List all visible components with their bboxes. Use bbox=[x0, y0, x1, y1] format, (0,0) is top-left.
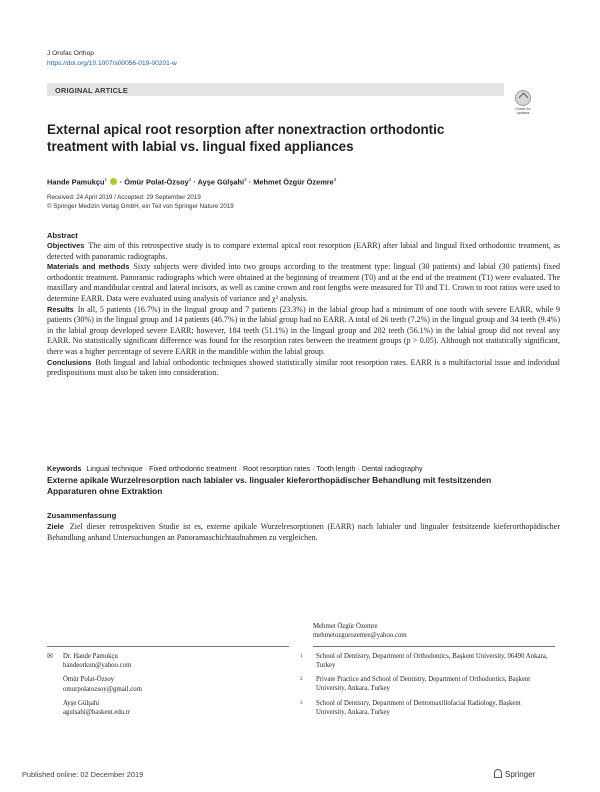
author-name: Ömür Polat-Özsoy bbox=[124, 177, 189, 187]
corr-name: Mehmet Özgür Özemre bbox=[313, 623, 378, 630]
check-for-updates-badge[interactable] bbox=[510, 90, 536, 118]
abstract-section bbox=[47, 241, 560, 262]
corr-email[interactable]: handeorkun@yahoo.com bbox=[63, 662, 132, 670]
zusammenfassung-body bbox=[47, 522, 560, 543]
springer-horse-icon bbox=[494, 769, 502, 778]
correspondence-block bbox=[47, 652, 142, 722]
author-list: Hande Pamukçu$^1$ · Ömür Polat-Özsoy$^2$ · Ayşe Gülşahi$^3$ · Mehmet Özgür Özemre$^3$ bbox=[47, 177, 337, 187]
article-dates bbox=[47, 194, 234, 211]
corr-name: Dr. Hande Pamukçu bbox=[63, 653, 118, 660]
affiliation-number: 1 bbox=[300, 654, 303, 659]
author-affil-sup: 2 bbox=[188, 177, 192, 182]
abstract-section bbox=[47, 262, 560, 304]
published-date: Published online: 02 December 2019 bbox=[22, 770, 144, 779]
publisher-name: Springer bbox=[505, 770, 536, 779]
affiliation-number: 2 bbox=[300, 677, 303, 682]
corr-email[interactable]: mehmetozgurozemre@yahoo.com bbox=[313, 632, 407, 640]
author-name: Mehmet Özgür Özemre bbox=[253, 177, 334, 187]
envelope-icon: ✉ bbox=[47, 652, 53, 660]
corr-email[interactable]: agulsahi@baskent.edu.tr bbox=[63, 709, 131, 717]
publisher-logo bbox=[494, 769, 535, 779]
section-label: Objectives bbox=[47, 241, 85, 250]
article-type-label: ORIGINAL ARTICLE bbox=[55, 85, 128, 95]
corr-email[interactable]: omurpolatozsoy@gmail.com bbox=[63, 685, 142, 693]
affiliation bbox=[300, 699, 550, 717]
divider bbox=[47, 646, 289, 647]
section-text: In all, 5 patients (16.7%) in the lingual group and 7 patients (23.3%) in the labial group had a minimum of one tooth with severe EARR, while 9 patients (30%) in the lingual group and 14 patients (46.7%) in the labial group had no EARR. A total of 26 teeth (7.2%) in the lingual group and 34 teeth (9.4%) in the labial group developed severe EARR; however, 184 teeth (51.1%) in the lingual group and 202 teeth (56.1%) in the labial group did not reveal any EARR. No statistically significant difference was found for the resorption rates between the treatment groups (p > 0.05). Although not statistically significant, there was a higher percentage of severe EARR in the mandible within the labial group. bbox=[47, 304, 560, 356]
abstract-heading: Abstract bbox=[47, 231, 78, 240]
keywords bbox=[47, 464, 423, 473]
section-text: The aim of this retrospective study is to compare external apical root resorption (EARR) after labial and lingual fixed orthodontic treatment, as detected with panoramic radiographs. bbox=[47, 241, 560, 261]
copyright: © Springer Medizin Verlag GmbH, ein Teil von Springer Nature 2019 bbox=[47, 202, 234, 210]
article-title: External apical root resorption after nonextraction orthodontic treatment with labial vs. lingual fixed appliances bbox=[47, 122, 445, 154]
affiliation-text: School of Dentistry, Department of Orthodontics, Başkent University, 06490 Ankara, Turkey bbox=[316, 653, 548, 670]
abstract-body bbox=[47, 241, 560, 379]
check-updates-label: Check for updates bbox=[515, 107, 531, 115]
journal-name: J Orofac Orthop bbox=[47, 50, 94, 57]
corr-entry bbox=[47, 699, 142, 717]
abstract-section bbox=[47, 358, 560, 379]
section-label: Ziele bbox=[47, 522, 64, 531]
affiliation-text: Private Practice and School of Dentistry, Department of Orthodontics, Başkent University, Ankara, Turkey bbox=[316, 676, 531, 693]
correspondence-fourth bbox=[313, 622, 407, 640]
author-name: Hande Pamukçu bbox=[47, 177, 105, 187]
article-type-banner bbox=[47, 83, 504, 96]
section-text: Sixty subjects were divided into two groups according to the treatment type: lingual (30 patients) and labial (30 patients) fixed orthodontic treatment. Panoramic radiographs which were obtained at the beginning of treatment (T0) and at the end of the treatment (T1) were evaluated. The maxillary and mandibular central and lateral incisors, as well as canine crown and root lengths were measured for T0 and T1. Crown to root ratios were used to determine EARR. Data were evaluated using analysis of variance and χ² analysis. bbox=[47, 262, 560, 303]
doi-link[interactable]: https://doi.org/10.1007/s00056-019-00201-w bbox=[47, 60, 177, 67]
corr-entry bbox=[47, 652, 142, 670]
section-label: Conclusions bbox=[47, 357, 92, 367]
zusammenfassung-heading: Zusammenfassung bbox=[47, 511, 117, 520]
divider bbox=[313, 646, 555, 647]
keywords-text: Lingual technique · Fixed orthodontic treatment · Root resorption rates · Tooth length · Dental radiography bbox=[86, 464, 423, 473]
received-accepted: Received: 24 April 2019 / Accepted: 29 September 2019 bbox=[47, 194, 201, 201]
german-title: Externe apikale Wurzelresorption nach labialer vs. lingualer kieferorthopädischer Behandlung mit festsitzenden Apparaturen ohne Extraktion bbox=[47, 475, 492, 497]
author-affil-sup: 1 bbox=[104, 177, 108, 182]
corr-name: Ömür Polat-Özsoy bbox=[63, 676, 115, 684]
section-label: Materials and methods bbox=[47, 262, 130, 272]
section-text: Ziel dieser retrospektiven Studie ist es, externe apikale Wurzelresorptionen (EARR) nach labialer und lingualer festsitzende kieferorthopädischer Behandlung anhand Untersuchungen an Panoramaschichtaufnahmen zu vergleichen. bbox=[47, 522, 560, 542]
section-text: Both lingual and labial orthodontic techniques showed statistically similar root resorption rates. EARR is a multifactorial issue and individual predispositions must also be taken into consideration. bbox=[47, 357, 560, 378]
affiliation bbox=[300, 652, 550, 670]
check-updates-icon bbox=[515, 90, 531, 106]
author-affil-sup: 3 bbox=[244, 177, 247, 182]
keywords-label: Keywords bbox=[47, 464, 82, 473]
corr-name: Ayşe Gülşahi bbox=[63, 699, 100, 707]
abstract-section bbox=[47, 305, 560, 358]
section-label: Results bbox=[47, 304, 74, 314]
orcid-icon[interactable] bbox=[110, 178, 117, 185]
author-affil-sup: 3 bbox=[333, 177, 337, 182]
affiliation-text: School of Dentistry, Department of Dentomaxillofacial Radiology, Başkent University, Ankara, Turkey bbox=[316, 700, 521, 717]
author-name: Ayşe Gülşahi bbox=[197, 177, 245, 187]
affiliation-number: 3 bbox=[300, 701, 303, 706]
affiliation bbox=[300, 675, 550, 693]
corr-entry bbox=[47, 675, 142, 693]
